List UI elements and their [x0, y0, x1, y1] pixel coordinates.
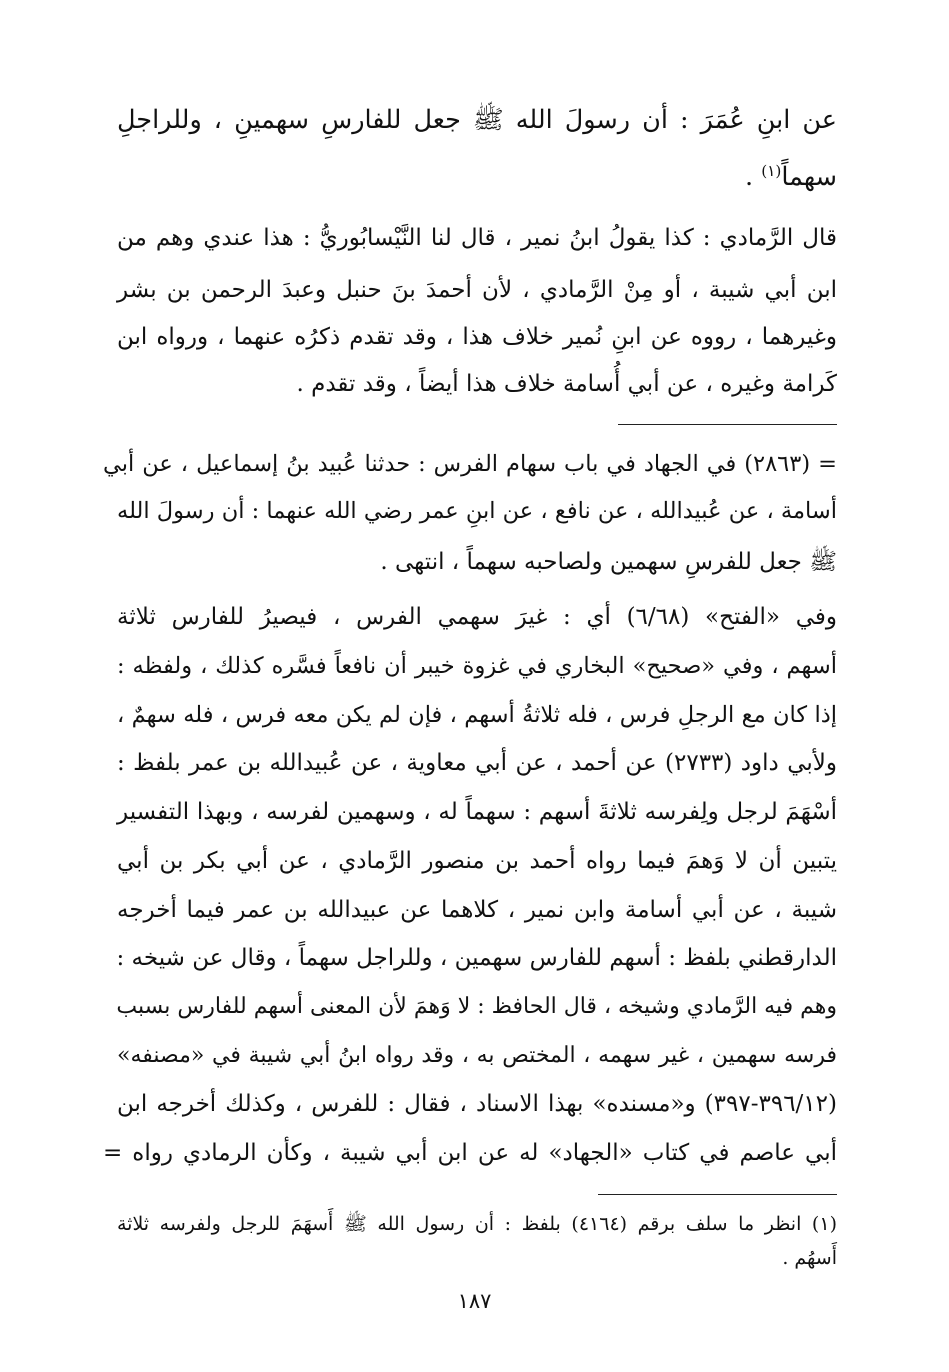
annotation2-line-7: شيبة ، عن أبي أسامة وابن نمير ، كلاهما عن عبيدالله بن عمر فيما أخرجه [117, 897, 837, 923]
annotation2-line-9: وهم فيه الرَّمادي وشيخه ، قال الحافظ : لا وَهمَ لأن المعنى أسهم للفارس بسبب [116, 994, 837, 1019]
footnote-reference: (١) [761, 162, 782, 180]
hadith-line-2-end: . [744, 162, 762, 193]
commentary-line-2: ابن أبي شيبة ، أو مِنْ الرَّمادي ، لأن أحمدَ بنَ حنبل وعبدَ الرحمن بن بشر [117, 277, 837, 303]
annotation2-line-1: وفي «الفتح» (٦/٦٨) أي : غيرَ سهمي الفرس ، فيصيرُ للفارس ثلاثة [117, 604, 837, 630]
commentary-line-3: وغيرهما ، رووه عن ابنِ نُمير خلاف هذا ، وقد تقدم ذكرُه عنهما ، ورواه ابن [117, 324, 837, 350]
commentary-line-1: قال الرَّمادي : كذا يقولُ ابنُ نمير ، قال لنا النَّيْسابُوريُّ : هذا عندي وهم من [117, 225, 837, 251]
hadith-line-1: عن ابنِ عُمَرَ : أن رسولَ الله ﷺ جعل للفارسِ سهمينِ ، وللراجلِ [117, 105, 837, 135]
annotation2-line-11: (٣٩٦/١٢-٣٩٧) و«مسنده» بهذا الاسناد ، فقال : للفرس ، وكذلك أخرجه ابن [117, 1091, 837, 1117]
commentary-line-4: كَرامة وغيره ، عن أبي أُسامة خلاف هذا أيضاً ، وقد تقدم . [296, 371, 837, 397]
annotation2-line-4: ولأبي داود (٢٧٣٣) عن أحمد ، عن أبي معاوية ، عن عُبيدالله بن عمر بلفظ : [117, 750, 838, 776]
annotation2-line-6: يتبين أن لا وَهمَ فيما رواه أحمد بن منصور الرَّمادي ، عن أبي بكر بن أبي [117, 848, 837, 874]
annotation-line-1: = (٢٨٦٣) في الجهاد في باب سهام الفرس : حدثنا عُبيد بنُ إسماعيل ، عن أبي [103, 451, 837, 477]
annotation-line-3: ﷺ جعل للفرسِ سهمين ولصاحبه سهماً ، انتهى . [380, 549, 837, 575]
annotation2-line-12: أبي عاصم في كتاب «الجهاد» له عن ابن أبي شيبة ، وكأن الرمادي رواه = [103, 1140, 837, 1166]
annotation2-line-8: الدارقطني بلفظ : أسهم للفارس سهمين ، وللراجل سهماً ، وقال عن شيخه : [116, 945, 837, 971]
page-number: ١٨٧ [457, 1289, 492, 1313]
annotation2-line-5: أسْهَمَ لرجل ولِفرسه ثلاثةَ أسهم : سهماً له ، وسهمين لفرسه ، وبهذا التفسير [117, 799, 837, 825]
hadith-line-2 [117, 162, 837, 192]
annotation2-line-2: أسهم ، وفي «صحيح» البخاري في غزوة خيبر أن نافعاً فسَّره كذلك ، ولفظه : [117, 653, 837, 679]
footnote-line-1: (١) انظر ما سلف برقم (٤١٦٤) بلفظ : أن رسول الله ﷺ أَسهَمَ للرجل ولفرسه ثلاثة [117, 1213, 837, 1235]
footnote-line-2: أَسهُم . [782, 1247, 837, 1269]
section-divider [618, 424, 837, 425]
hadith-line-2-text: سهماً [781, 162, 837, 193]
annotation-line-2: أسامة ، عن عُبيدالله ، عن نافع ، عن ابنِ عمر رضي الله عنهما : أن رسولَ الله [117, 498, 837, 524]
annotation2-line-10: فرسه سهمين ، غير سهمه ، المختص به ، وقد رواه ابنُ أبي شيبة في «مصنفه» [117, 1043, 837, 1068]
annotation2-line-3: إذا كان مع الرجلِ فرس ، فله ثلاثةُ أسهم ، فإن لم يكن معه فرس ، فله سهمٌ ، [117, 702, 837, 728]
footnote-divider [598, 1194, 837, 1195]
